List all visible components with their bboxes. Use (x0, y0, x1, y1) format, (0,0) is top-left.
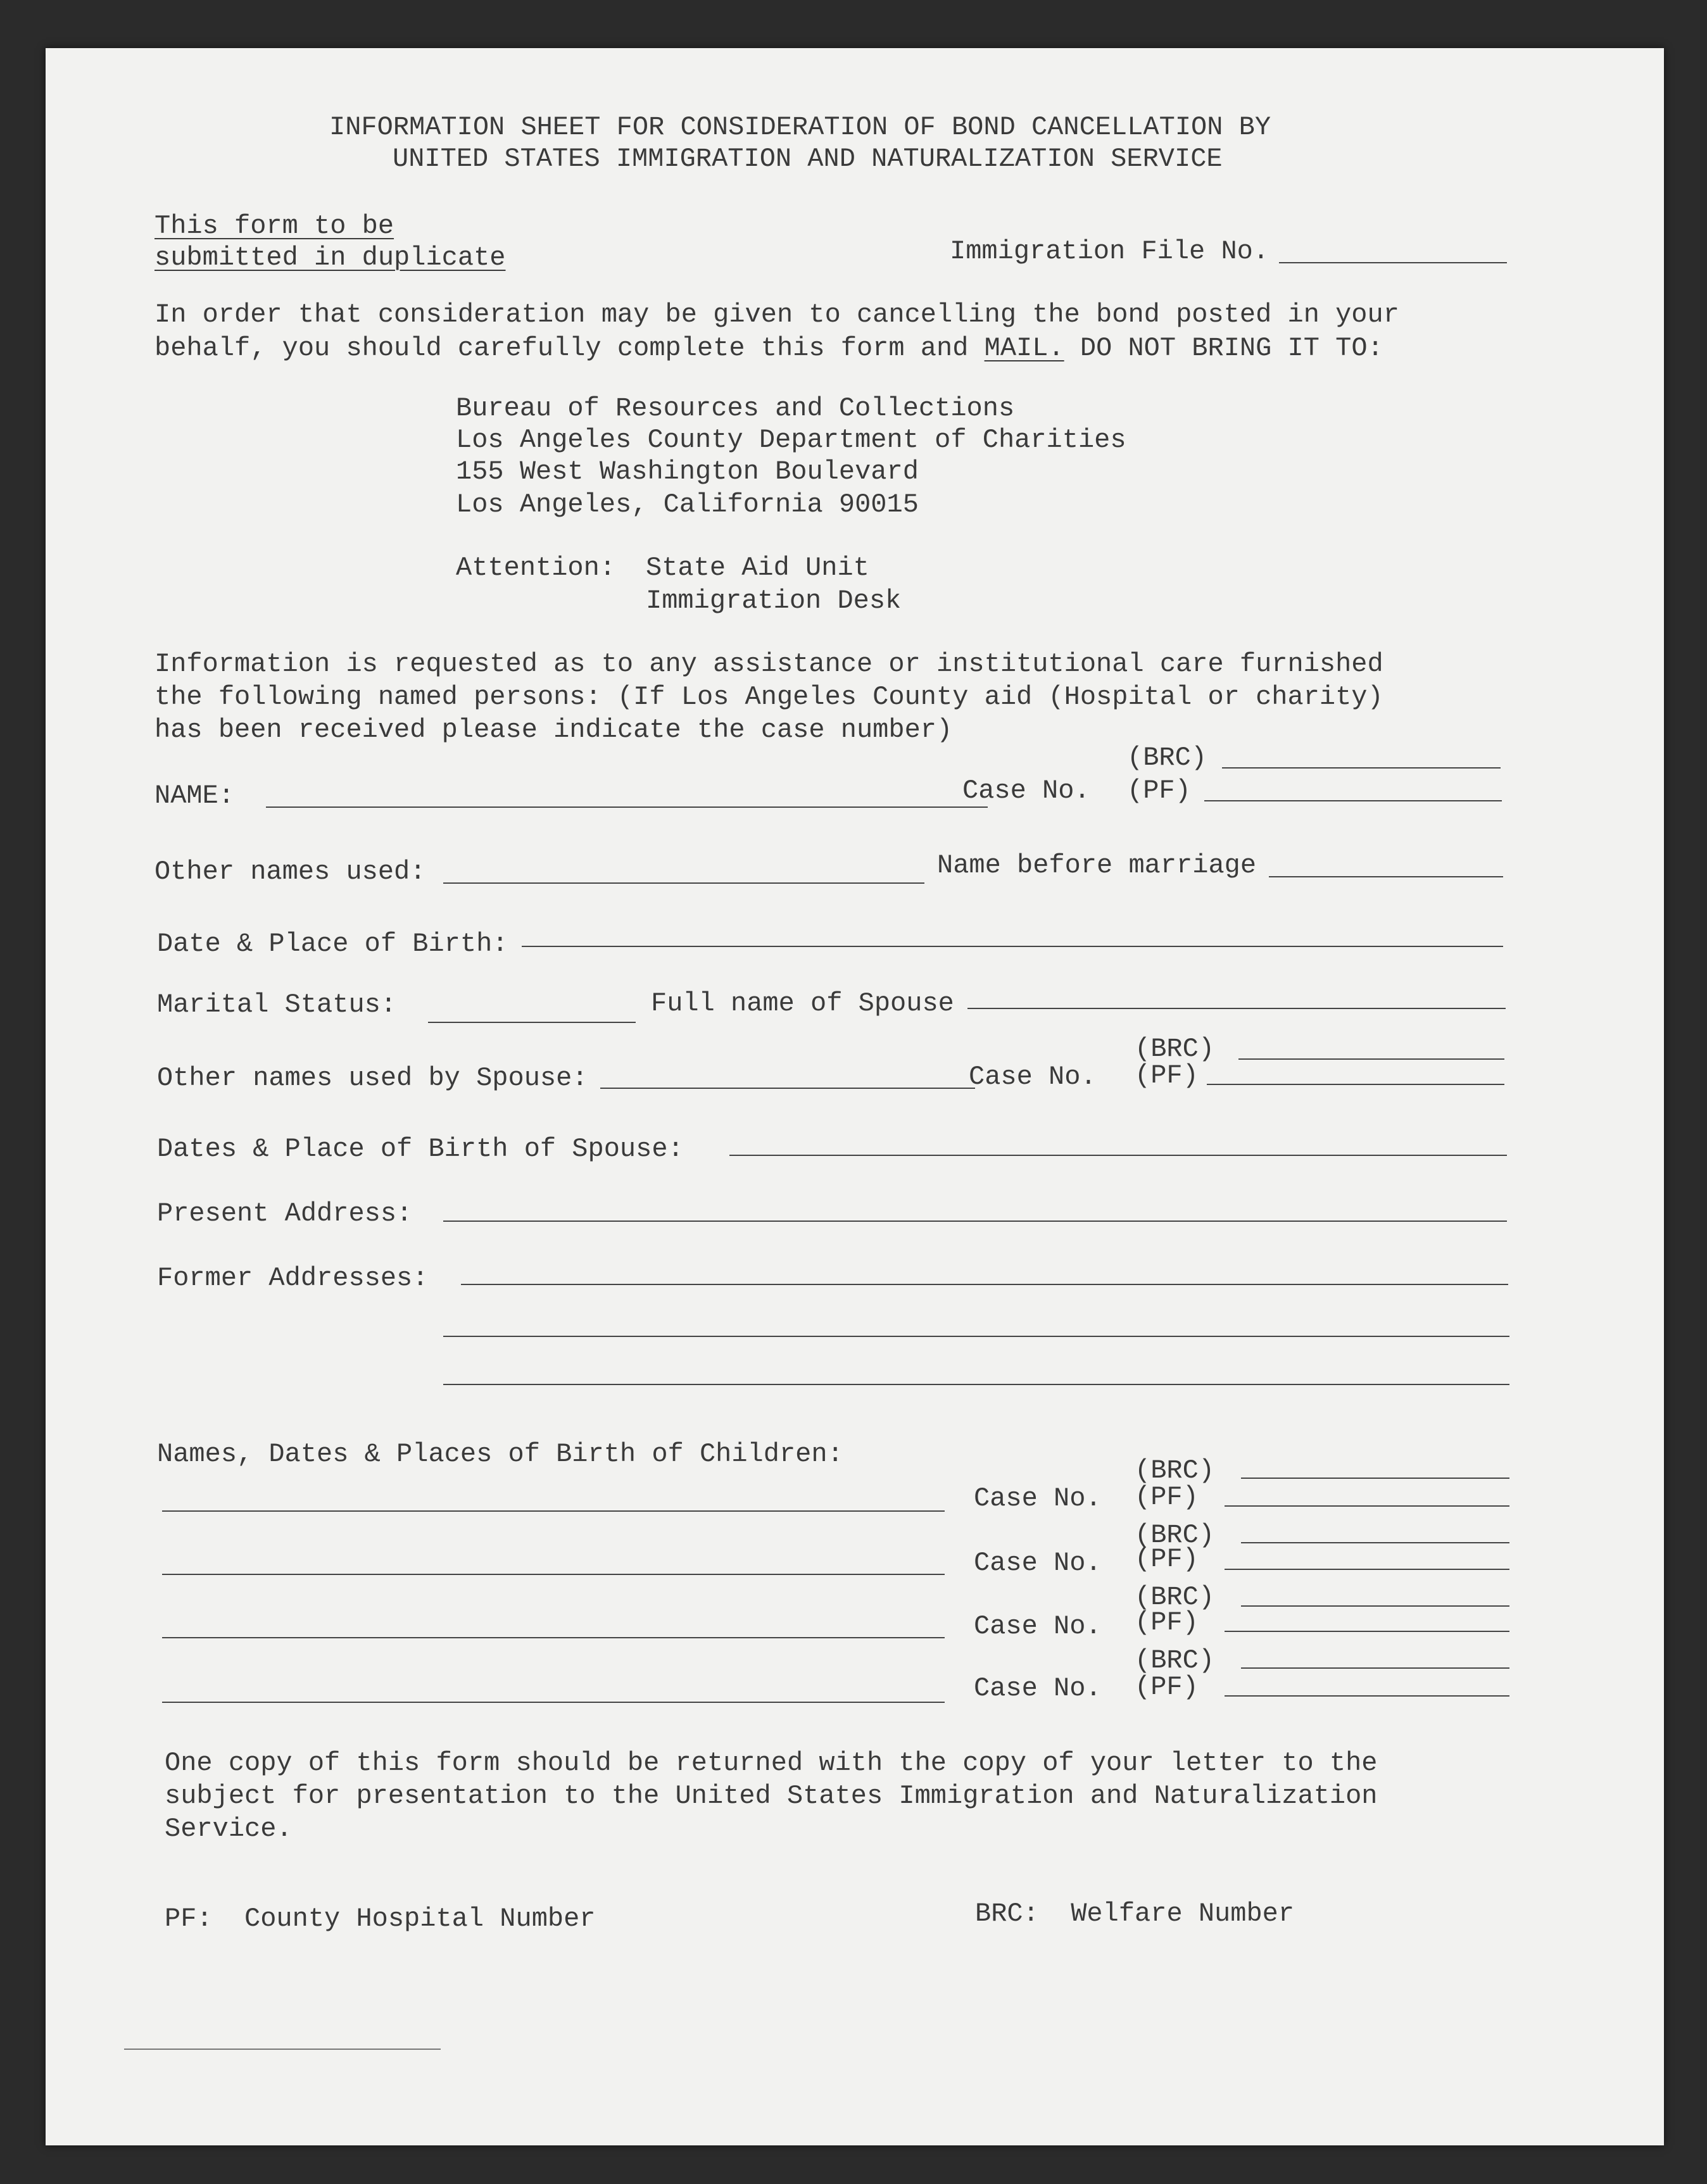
child2-case-no-label: Case No. (974, 1548, 1102, 1578)
address-line2: Los Angeles County Department of Charities (456, 425, 1126, 455)
name-case-no-label: Case No. (962, 775, 1090, 806)
children-label: Names, Dates & Places of Birth of Children: (157, 1439, 843, 1469)
name-before-marriage-label: Name before marriage (937, 850, 1257, 881)
spouse-case-no-label: Case No. (969, 1062, 1097, 1092)
intro-line1: In order that consideration may be given to cancelling the bond posted in your (154, 299, 1399, 330)
intro-line2-post: DO NOT BRING IT TO: (1064, 333, 1383, 363)
child2-field[interactable] (162, 1574, 945, 1575)
child1-field[interactable] (162, 1510, 945, 1512)
child3-pf-label: (PF) (1135, 1607, 1199, 1638)
name-brc-field[interactable] (1222, 767, 1501, 769)
child1-pf-label: (PF) (1135, 1482, 1199, 1512)
name-field[interactable] (266, 806, 988, 808)
name-before-marriage-field[interactable] (1269, 876, 1503, 877)
info-request-line1: Information is requested as to any assistance or institutional care furnished (154, 649, 1383, 679)
duplicate-note-line1: This form to be (154, 211, 394, 241)
former-addresses-label: Former Addresses: (157, 1263, 429, 1293)
child4-field[interactable] (162, 1702, 945, 1703)
other-names-spouse-field[interactable] (600, 1088, 975, 1089)
former-address-field-2[interactable] (443, 1336, 1509, 1337)
child1-brc-field[interactable] (1241, 1478, 1509, 1479)
child1-brc-label: (BRC) (1135, 1455, 1215, 1486)
form-title-line1: INFORMATION SHEET FOR CONSIDERATION OF BOND CANCELLATION BY (329, 112, 1271, 142)
child1-case-no-label: Case No. (974, 1483, 1102, 1514)
former-address-field-3[interactable] (443, 1384, 1509, 1385)
child2-brc-field[interactable] (1241, 1542, 1509, 1543)
footer-line3: Service. (165, 1814, 293, 1844)
address-line4: Los Angeles, California 90015 (456, 489, 919, 520)
name-pf-label: (PF) (1127, 775, 1191, 806)
full-name-spouse-label: Full name of Spouse (651, 988, 954, 1019)
intro-line2 (154, 335, 1383, 361)
spouse-pf-label: (PF) (1135, 1060, 1199, 1091)
child3-case-no-label: Case No. (974, 1611, 1102, 1641)
attention-line2: Immigration Desk (646, 586, 902, 616)
pf-legend: PF: County Hospital Number (165, 1904, 596, 1934)
spouse-brc-label: (BRC) (1135, 1034, 1215, 1064)
spouse-pf-field[interactable] (1207, 1084, 1504, 1085)
child2-pf-field[interactable] (1225, 1569, 1509, 1570)
present-address-field[interactable] (443, 1221, 1507, 1222)
child4-pf-field[interactable] (1225, 1695, 1509, 1697)
child2-pf-label: (PF) (1135, 1544, 1199, 1574)
child3-field[interactable] (162, 1637, 945, 1638)
intro-mail: MAIL. (984, 333, 1064, 363)
attention-line1: State Aid Unit (646, 553, 869, 583)
address-line1: Bureau of Resources and Collections (456, 393, 1015, 424)
footer-line2: subject for presentation to the United States Immigration and Naturalization (165, 1781, 1378, 1811)
spouse-birth-label: Dates & Place of Birth of Spouse: (157, 1134, 684, 1164)
child4-pf-label: (PF) (1135, 1672, 1199, 1702)
other-names-spouse-label: Other names used by Spouse: (157, 1063, 588, 1093)
full-name-spouse-field[interactable] (967, 1008, 1506, 1009)
name-label: NAME: (154, 781, 235, 811)
child3-brc-label: (BRC) (1135, 1582, 1215, 1612)
spouse-brc-field[interactable] (1238, 1058, 1504, 1060)
file-no-field[interactable] (1279, 262, 1507, 263)
name-pf-field[interactable] (1204, 800, 1502, 801)
attention-label: Attention: (456, 553, 616, 583)
name-brc-label: (BRC) (1127, 743, 1207, 773)
brc-legend: BRC: Welfare Number (975, 1898, 1295, 1929)
date-place-birth-label: Date & Place of Birth: (157, 929, 508, 959)
footer-line1: One copy of this form should be returned with the copy of your letter to the (165, 1748, 1378, 1778)
child2-brc-label: (BRC) (1135, 1520, 1215, 1550)
other-names-label: Other names used: (154, 857, 426, 887)
form-page (46, 48, 1664, 2145)
former-address-field-1[interactable] (461, 1284, 1508, 1285)
bottom-rule (124, 2049, 441, 2050)
child4-case-no-label: Case No. (974, 1673, 1102, 1704)
form-title-line2: UNITED STATES IMMIGRATION AND NATURALIZATION SERVICE (393, 144, 1223, 174)
spouse-birth-field[interactable] (729, 1155, 1507, 1156)
date-place-birth-field[interactable] (522, 946, 1503, 947)
other-names-field[interactable] (443, 882, 924, 884)
child3-pf-field[interactable] (1225, 1631, 1509, 1632)
info-request-line2: the following named persons: (If Los Angeles County aid (Hospital or charity) (154, 682, 1383, 712)
intro-line2-pre: behalf, you should carefully complete this form and (154, 333, 985, 363)
child1-pf-field[interactable] (1225, 1505, 1509, 1507)
address-line3: 155 West Washington Boulevard (456, 456, 919, 487)
duplicate-note-line2: submitted in duplicate (154, 242, 506, 273)
child3-brc-field[interactable] (1241, 1605, 1509, 1607)
marital-status-label: Marital Status: (157, 989, 397, 1020)
marital-status-field[interactable] (428, 1022, 636, 1023)
file-no-label: Immigration File No. (950, 236, 1269, 267)
child4-brc-label: (BRC) (1135, 1645, 1215, 1676)
present-address-label: Present Address: (157, 1198, 413, 1229)
child4-brc-field[interactable] (1241, 1667, 1509, 1669)
info-request-line3: has been received please indicate the case number) (154, 715, 953, 745)
